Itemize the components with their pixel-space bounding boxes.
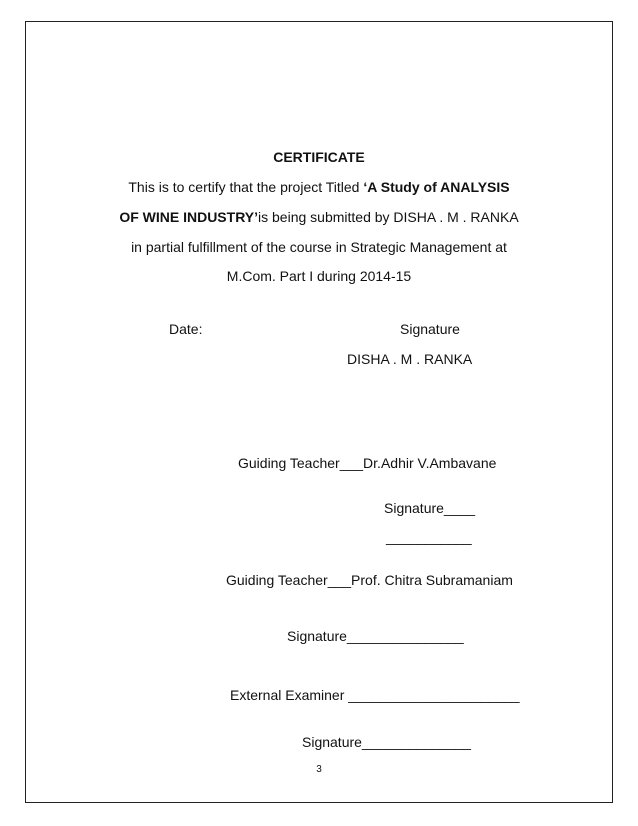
external-examiner: External Examiner ______________________ [230, 687, 520, 703]
page-border [25, 21, 613, 803]
certificate-line-4: M.Com. Part I during 2014-15 [226, 268, 412, 284]
student-signature-label: Signature [400, 321, 460, 337]
student-name: DISHA . M . RANKA [347, 351, 473, 367]
teacher-1-signature: Signature____ [384, 500, 476, 516]
external-signature: Signature______________ [302, 734, 471, 750]
line1-prefix: This is to certify that the project Titled [128, 179, 364, 195]
project-title-part-1: ‘A Study of ANALYSIS [363, 179, 510, 195]
guiding-teacher-1: Guiding Teacher___Dr.Adhir V.Ambavane [238, 455, 497, 471]
certificate-line-3: in partial fulfillment of the course in Strategic Management at [131, 239, 507, 255]
teacher-2-signature: Signature_______________ [287, 628, 464, 644]
certificate-line-1 [0, 179, 638, 195]
guiding-teacher-2: Guiding Teacher___Prof. Chitra Subramaniam [226, 572, 513, 588]
date-label: Date: [169, 321, 203, 337]
page-number: 3 [316, 764, 322, 775]
line2-rest: is being submitted by DISHA . M . RANKA [258, 209, 519, 225]
certificate-heading: CERTIFICATE [273, 149, 365, 165]
project-title-part-2: OF WINE INDUSTRY’ [119, 209, 259, 225]
teacher-1-signature-line: ___________ [386, 529, 472, 545]
certificate-line-2 [0, 209, 638, 225]
